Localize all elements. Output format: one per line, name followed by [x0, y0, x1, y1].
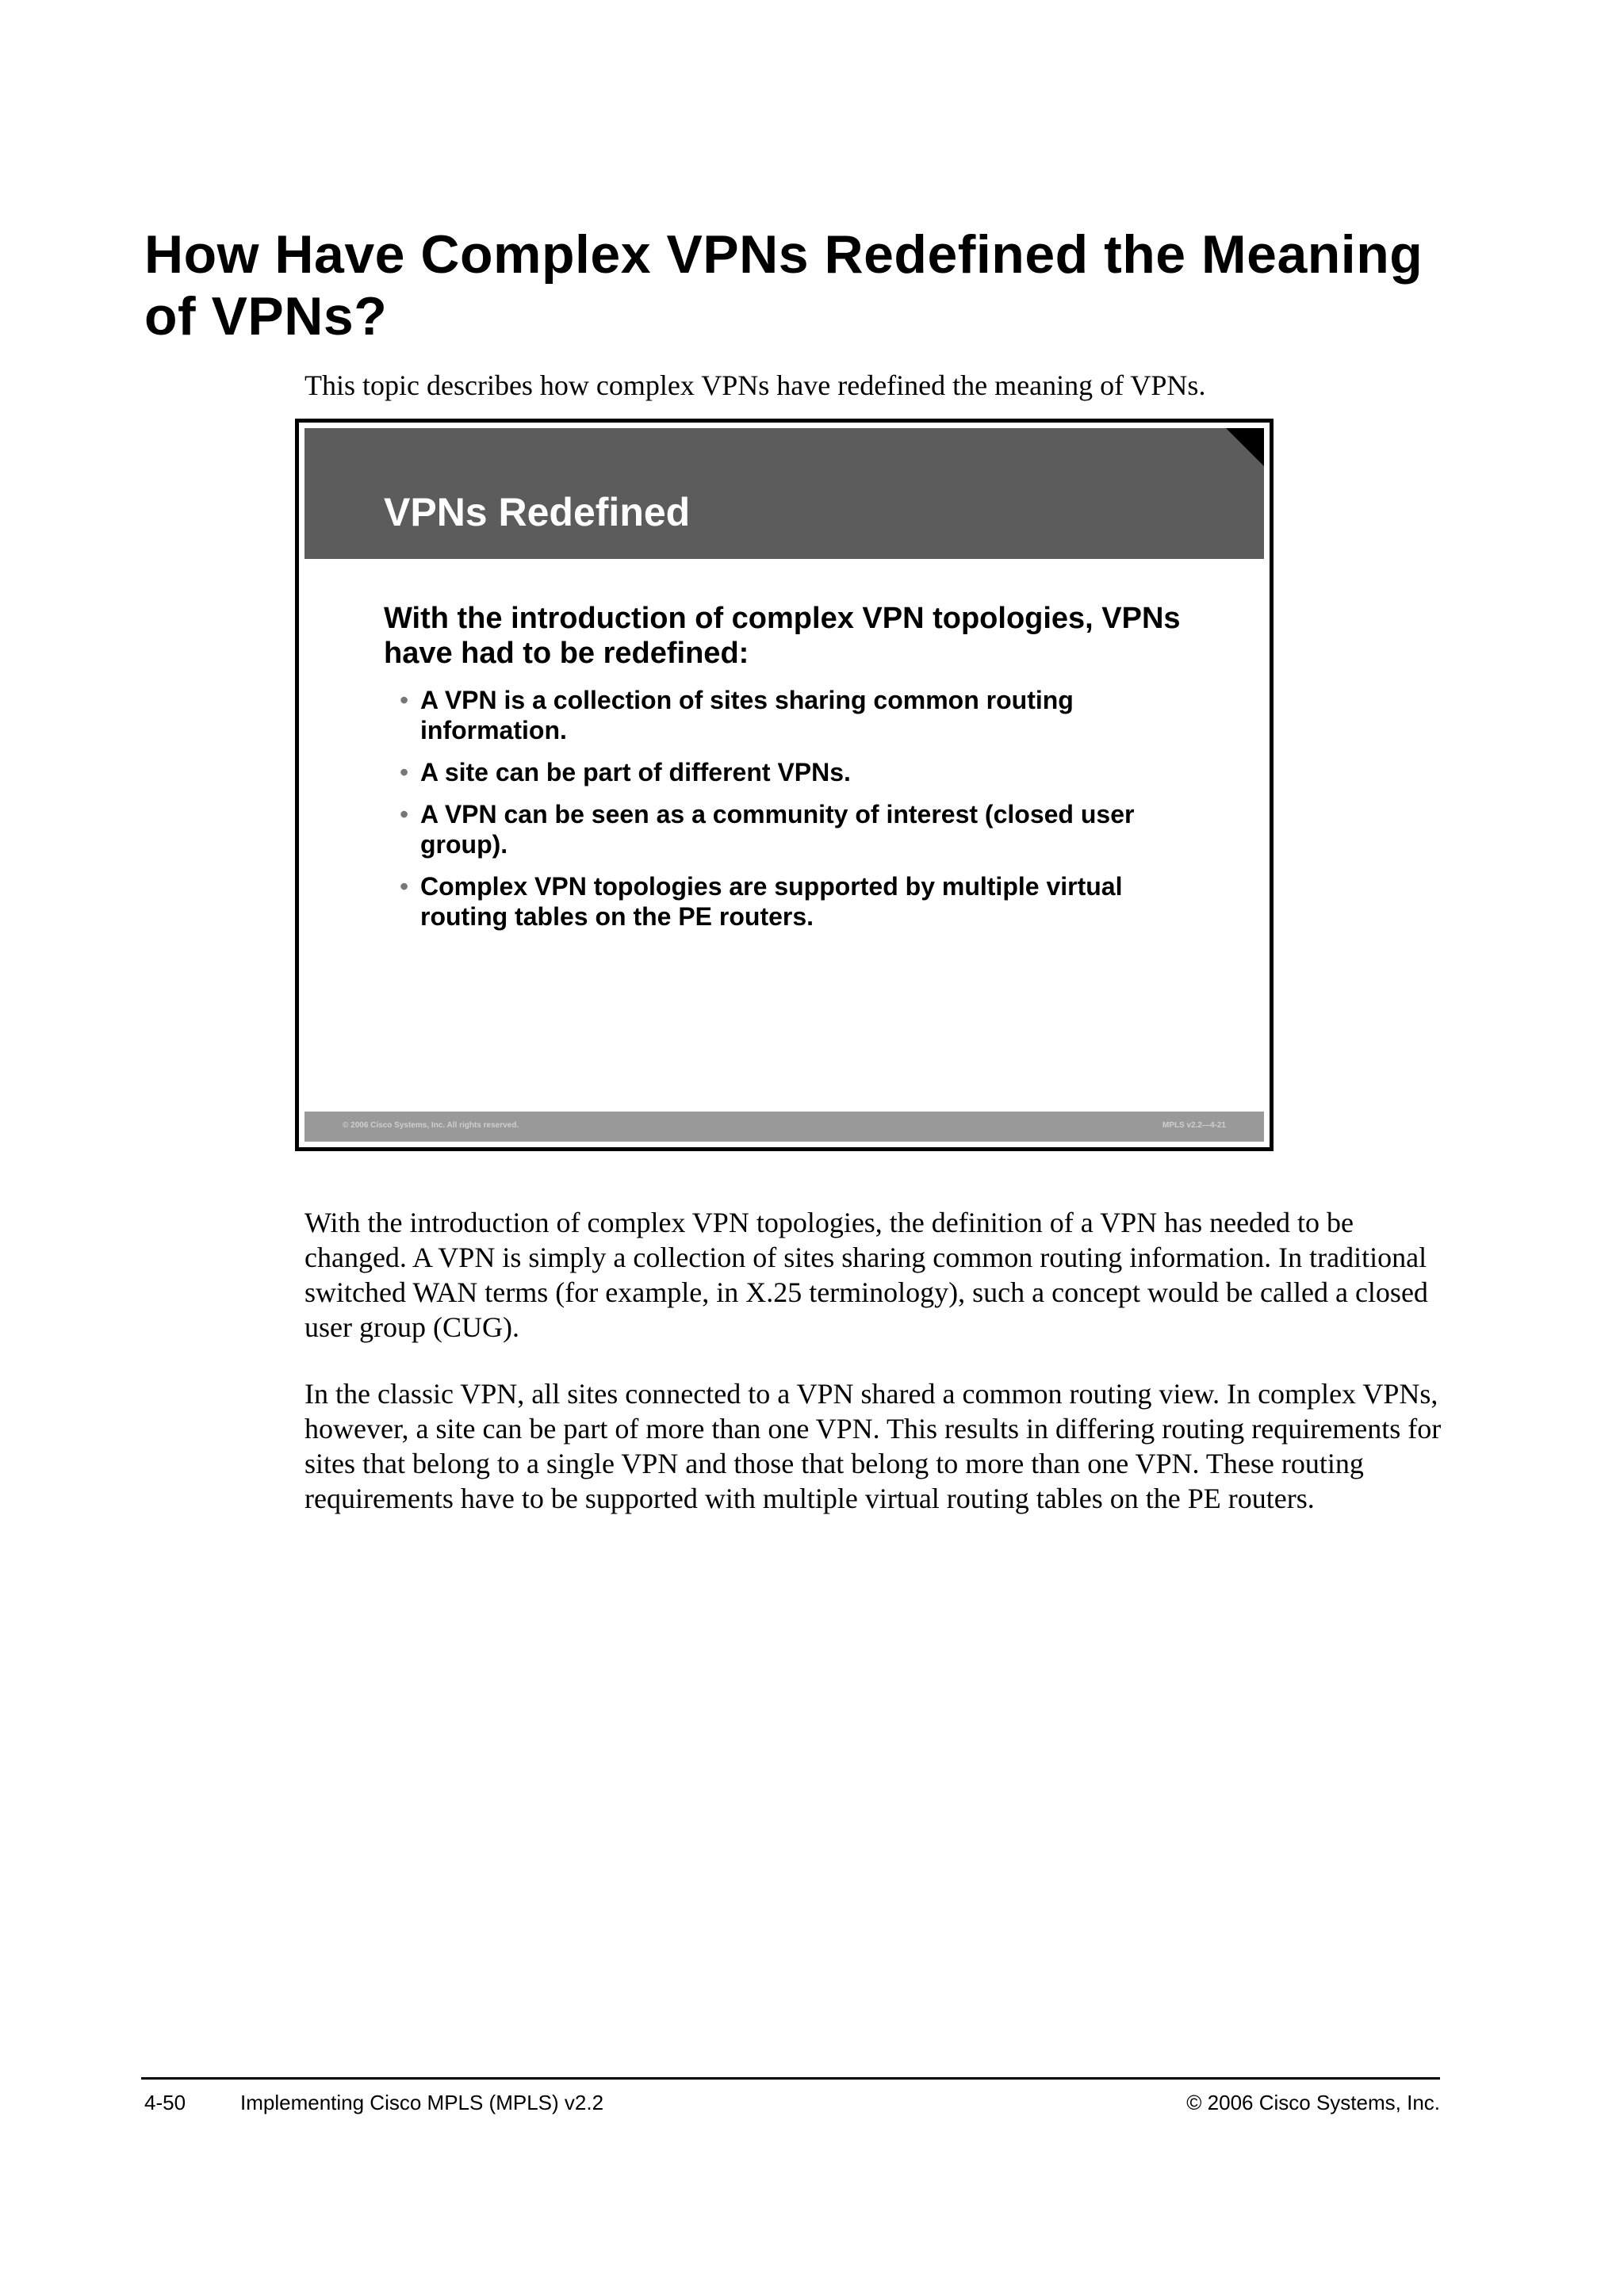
slide-id: MPLS v2.2—4-21 — [1162, 1121, 1226, 1130]
slide-bullet-list — [400, 685, 1193, 943]
topic-intro: This topic describes how complex VPNs have redefined the meaning of VPNs. — [304, 369, 1206, 401]
footer-copyright: © 2006 Cisco Systems, Inc. — [1186, 2091, 1440, 2114]
bullet-dot-icon: • — [400, 872, 409, 901]
slide-bullet — [400, 757, 1193, 787]
bullet-dot-icon: • — [400, 686, 409, 714]
slide-corner-triangle — [1226, 428, 1264, 466]
footer-divider — [141, 2077, 1440, 2080]
slide-figure — [295, 419, 1274, 1151]
slide-bullet — [400, 799, 1193, 859]
slide-footer-bar — [304, 1112, 1264, 1142]
slide-copyright: © 2006 Cisco Systems, Inc. All rights reserved. — [343, 1121, 519, 1130]
slide-title: VPNs Redefined — [384, 490, 691, 534]
body-paragraph: In the classic VPN, all sites connected to a VPN shared a common routing view. In complex VPNs, however, a site can be part of more than one VPN. This results in differing routing requirements for sites that belong to a single VPN and those that belong to more than one VPN. These routing requirements have to be supported with multiple virtual routing tables on the PE routers. — [304, 1378, 1442, 1514]
body-paragraph: With the introduction of complex VPN topologies, the definition of a VPN has needed to be changed. A VPN is simply a collection of sites sharing common routing information. In traditional switched WAN terms (for example, in X.25 terminology), such a concept would be called a closed user group (CUG). — [304, 1207, 1428, 1343]
slide-bullet-text: Complex VPN topologies are supported by multiple virtual routing tables on the PE routers. — [420, 872, 1123, 931]
footer-book-title: Implementing Cisco MPLS (MPLS) v2.2 — [240, 2091, 604, 2114]
bullet-dot-icon: • — [400, 758, 409, 786]
slide-lead-text: With the introduction of complex VPN topologies, VPNs have had to be redefined: — [384, 602, 1181, 670]
bullet-dot-icon: • — [400, 800, 409, 828]
slide-bullet-text: A site can be part of different VPNs. — [420, 758, 851, 786]
slide-canvas — [304, 428, 1264, 1142]
page-title: How Have Complex VPNs Redefined the Meaning of VPNs? — [144, 224, 1423, 346]
footer-page-number: 4-50 — [144, 2091, 186, 2114]
slide-header-bar — [304, 428, 1264, 559]
slide-bullet — [400, 685, 1193, 745]
slide-bullet — [400, 871, 1193, 932]
slide-bullet-text: A VPN can be seen as a community of interest (closed user group). — [420, 800, 1135, 859]
slide-bullet-text: A VPN is a collection of sites sharing common routing information. — [420, 686, 1074, 744]
